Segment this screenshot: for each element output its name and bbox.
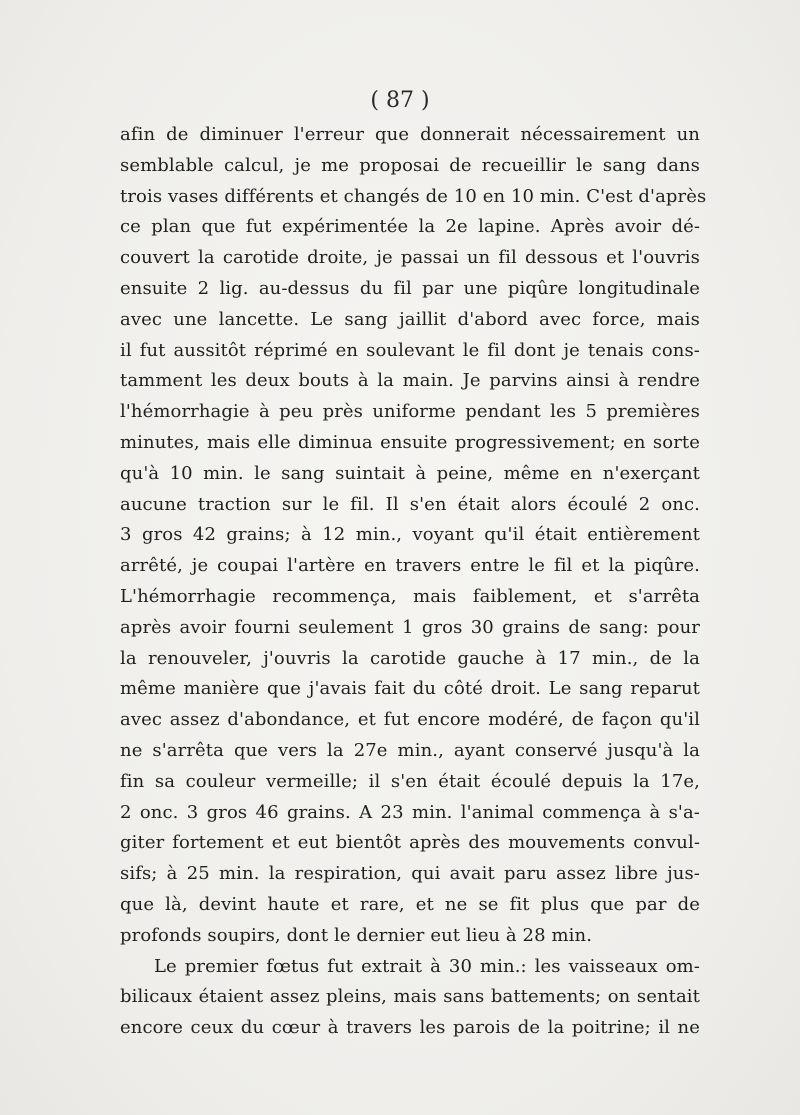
page-number: ( 87 )	[370, 88, 430, 113]
text-line: après avoir fourni seulement 1 gros 30 grains de sang: pour	[120, 616, 700, 638]
text-line: couvert la carotide droite, je passai un fil dessous et l'ouvris	[120, 247, 700, 269]
text-line: tamment les deux bouts à la main. Je parvins ainsi à rendre	[120, 370, 700, 392]
text-line: Le premier fœtus fut extrait à 30 min.: les vaisseaux om-	[154, 955, 700, 977]
text-line: L'hémorrhagie recommença, mais faiblement, et s'arrêta	[120, 585, 700, 607]
text-line: ensuite 2 lig. au-dessus du fil par une piqûre longitudinale	[120, 277, 700, 299]
text-line: ce plan que fut expérimentée la 2e lapine. Après avoir dé-	[120, 216, 700, 238]
text-line: avec une lancette. Le sang jaillit d'abord avec force, mais	[120, 308, 700, 330]
text-line: qu'à 10 min. le sang suintait à peine, même en n'exerçant	[120, 462, 700, 484]
text-line: la renouveler, j'ouvris la carotide gauche à 17 min., de la	[120, 647, 700, 669]
text-line: que là, devint haute et rare, et ne se fit plus que par de	[120, 893, 700, 915]
text-line: ne s'arrêta que vers la 27e min., ayant conservé jusqu'à la	[120, 739, 700, 761]
text-line: profonds soupirs, dont le dernier eut lieu à 28 min.	[120, 924, 593, 946]
text-line: il fut aussitôt réprimé en soulevant le fil dont je tenais cons-	[120, 339, 700, 361]
text-line: l'hémorrhagie à peu près uniforme pendant les 5 premières	[120, 401, 700, 423]
text-line: encore ceux du cœur à travers les parois de la poitrine; il ne	[120, 1017, 700, 1039]
text-line: sifs; à 25 min. la respiration, qui avait paru assez libre jus-	[120, 863, 700, 885]
text-line: avec assez d'abondance, et fut encore modéré, de façon qu'il	[120, 709, 700, 731]
text-line: aucune traction sur le fil. Il s'en était alors écoulé 2 onc.	[120, 493, 700, 515]
text-line: semblable calcul, je me proposai de recueillir le sang dans	[120, 154, 700, 176]
text-line: même manière que j'avais fait du côté droit. Le sang reparut	[120, 678, 700, 700]
body-text	[120, 120, 707, 1044]
text-line: giter fortement et eut bientôt après des mouvements convul-	[120, 832, 700, 854]
text-line: trois vases différents et changés de 10 en 10 min. C'est d'après	[120, 185, 707, 207]
text-line: bilicaux étaient assez pleins, mais sans battements; on sentait	[120, 986, 700, 1008]
text-line: fin sa couleur vermeille; il s'en était écoulé depuis la 17e,	[120, 770, 700, 792]
text-line: afin de diminuer l'erreur que donnerait nécessairement un	[120, 124, 700, 145]
text-line: minutes, mais elle diminua ensuite progressivement; en sorte	[120, 431, 700, 453]
text-line: 2 onc. 3 gros 46 grains. A 23 min. l'animal commença à s'a-	[120, 801, 700, 823]
text-line: arrêté, je coupai l'artère en travers entre le fil et la piqûre.	[120, 555, 700, 577]
text-line: 3 gros 42 grains; à 12 min., voyant qu'il était entièrement	[120, 524, 700, 546]
